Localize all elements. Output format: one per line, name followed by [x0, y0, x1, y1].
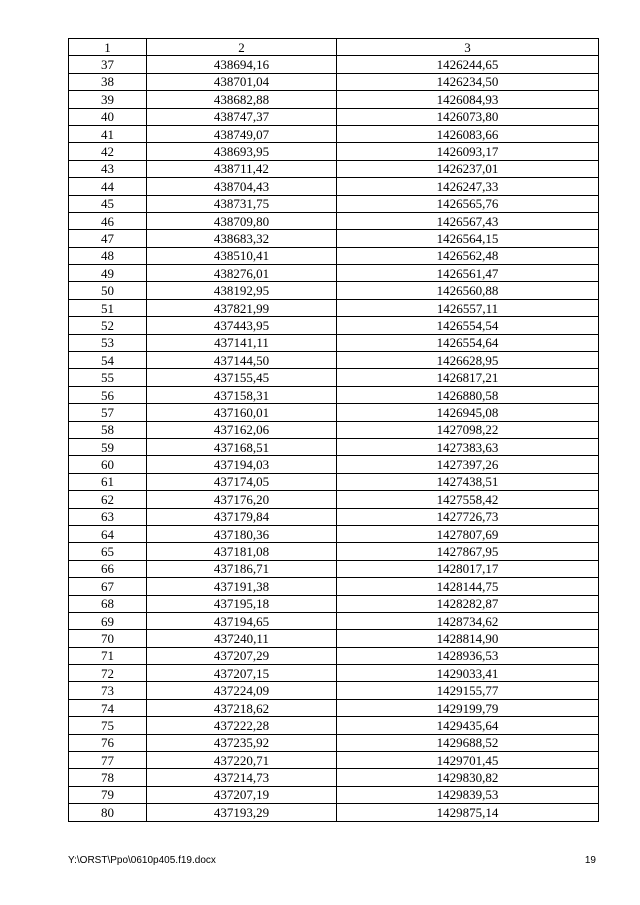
- x-coordinate-cell: 437220,71: [147, 752, 337, 769]
- point-number-cell: 66: [69, 560, 147, 577]
- x-coordinate-cell: 437141,11: [147, 334, 337, 351]
- point-number-cell: 54: [69, 352, 147, 369]
- coordinates-table: [68, 38, 599, 822]
- table-row: [69, 334, 599, 351]
- y-coordinate-cell: 1426234,50: [337, 73, 599, 90]
- column-header: 2: [147, 39, 337, 56]
- y-coordinate-cell: 1427558,42: [337, 491, 599, 508]
- x-coordinate-cell: 438276,01: [147, 265, 337, 282]
- table-row: [69, 752, 599, 769]
- point-number-cell: 37: [69, 56, 147, 73]
- table-row: [69, 734, 599, 751]
- point-number-cell: 79: [69, 786, 147, 803]
- x-coordinate-cell: 438749,07: [147, 125, 337, 142]
- x-coordinate-cell: 437224,09: [147, 682, 337, 699]
- table-row: [69, 143, 599, 160]
- x-coordinate-cell: 438693,95: [147, 143, 337, 160]
- point-number-cell: 38: [69, 73, 147, 90]
- x-coordinate-cell: 438731,75: [147, 195, 337, 212]
- point-number-cell: 39: [69, 91, 147, 108]
- x-coordinate-cell: 437176,20: [147, 491, 337, 508]
- column-header: 1: [69, 39, 147, 56]
- point-number-cell: 75: [69, 717, 147, 734]
- point-number-cell: 67: [69, 578, 147, 595]
- point-number-cell: 62: [69, 491, 147, 508]
- table-row: [69, 160, 599, 177]
- x-coordinate-cell: 437155,45: [147, 369, 337, 386]
- point-number-cell: 42: [69, 143, 147, 160]
- table-row: [69, 699, 599, 716]
- table-row: [69, 473, 599, 490]
- y-coordinate-cell: 1426565,76: [337, 195, 599, 212]
- point-number-cell: 57: [69, 404, 147, 421]
- table-row: [69, 178, 599, 195]
- y-coordinate-cell: 1426073,80: [337, 108, 599, 125]
- y-coordinate-cell: 1426880,58: [337, 386, 599, 403]
- point-number-cell: 58: [69, 421, 147, 438]
- table-row: [69, 508, 599, 525]
- point-number-cell: 51: [69, 299, 147, 316]
- table-row: [69, 438, 599, 455]
- y-coordinate-cell: 1426945,08: [337, 404, 599, 421]
- y-coordinate-cell: 1426628,95: [337, 352, 599, 369]
- table-row: [69, 525, 599, 542]
- y-coordinate-cell: 1429688,52: [337, 734, 599, 751]
- table-row: [69, 108, 599, 125]
- x-coordinate-cell: 438711,42: [147, 160, 337, 177]
- x-coordinate-cell: 437186,71: [147, 560, 337, 577]
- x-coordinate-cell: 438682,88: [147, 91, 337, 108]
- table-row: [69, 404, 599, 421]
- x-coordinate-cell: 437821,99: [147, 299, 337, 316]
- footer-page-number: 19: [584, 855, 596, 866]
- point-number-cell: 46: [69, 212, 147, 229]
- table-row: [69, 491, 599, 508]
- table-row: [69, 282, 599, 299]
- column-header: 3: [337, 39, 599, 56]
- point-number-cell: 73: [69, 682, 147, 699]
- table-row: [69, 612, 599, 629]
- y-coordinate-cell: 1429830,82: [337, 769, 599, 786]
- point-number-cell: 52: [69, 317, 147, 334]
- x-coordinate-cell: 438701,04: [147, 73, 337, 90]
- table-row: [69, 665, 599, 682]
- x-coordinate-cell: 437207,19: [147, 786, 337, 803]
- table-row: [69, 543, 599, 560]
- x-coordinate-cell: 437207,29: [147, 647, 337, 664]
- point-number-cell: 74: [69, 699, 147, 716]
- y-coordinate-cell: 1427098,22: [337, 421, 599, 438]
- y-coordinate-cell: 1429199,79: [337, 699, 599, 716]
- table-row: [69, 595, 599, 612]
- point-number-cell: 60: [69, 456, 147, 473]
- y-coordinate-cell: 1428814,90: [337, 630, 599, 647]
- footer-file-path: Y:\ORST\Ppo\0610p405.f19.docx: [68, 855, 216, 866]
- table-row: [69, 456, 599, 473]
- x-coordinate-cell: 437194,65: [147, 612, 337, 629]
- y-coordinate-cell: 1427726,73: [337, 508, 599, 525]
- point-number-cell: 80: [69, 804, 147, 821]
- x-coordinate-cell: 437158,31: [147, 386, 337, 403]
- table-row: [69, 578, 599, 595]
- point-number-cell: 44: [69, 178, 147, 195]
- table-row: [69, 212, 599, 229]
- y-coordinate-cell: 1426084,93: [337, 91, 599, 108]
- table-row: [69, 369, 599, 386]
- x-coordinate-cell: 438192,95: [147, 282, 337, 299]
- x-coordinate-cell: 438510,41: [147, 247, 337, 264]
- point-number-cell: 77: [69, 752, 147, 769]
- y-coordinate-cell: 1429033,41: [337, 665, 599, 682]
- x-coordinate-cell: 437235,92: [147, 734, 337, 751]
- table-row: [69, 682, 599, 699]
- y-coordinate-cell: 1427397,26: [337, 456, 599, 473]
- table-row: [69, 299, 599, 316]
- y-coordinate-cell: 1429839,53: [337, 786, 599, 803]
- x-coordinate-cell: 437214,73: [147, 769, 337, 786]
- x-coordinate-cell: 437180,36: [147, 525, 337, 542]
- table-row: [69, 786, 599, 803]
- table-row: [69, 560, 599, 577]
- table-row: [69, 769, 599, 786]
- point-number-cell: 78: [69, 769, 147, 786]
- y-coordinate-cell: 1428936,53: [337, 647, 599, 664]
- table-row: [69, 386, 599, 403]
- point-number-cell: 55: [69, 369, 147, 386]
- y-coordinate-cell: 1427867,95: [337, 543, 599, 560]
- y-coordinate-cell: 1426244,65: [337, 56, 599, 73]
- y-coordinate-cell: 1429875,14: [337, 804, 599, 821]
- y-coordinate-cell: 1427807,69: [337, 525, 599, 542]
- x-coordinate-cell: 438709,80: [147, 212, 337, 229]
- point-number-cell: 40: [69, 108, 147, 125]
- table-row: [69, 195, 599, 212]
- point-number-cell: 53: [69, 334, 147, 351]
- x-coordinate-cell: 437240,11: [147, 630, 337, 647]
- table-row: [69, 247, 599, 264]
- table-row: [69, 91, 599, 108]
- table-row: [69, 630, 599, 647]
- point-number-cell: 49: [69, 265, 147, 282]
- y-coordinate-cell: 1426562,48: [337, 247, 599, 264]
- y-coordinate-cell: 1426561,47: [337, 265, 599, 282]
- x-coordinate-cell: 438704,43: [147, 178, 337, 195]
- point-number-cell: 43: [69, 160, 147, 177]
- x-coordinate-cell: 437174,05: [147, 473, 337, 490]
- y-coordinate-cell: 1428144,75: [337, 578, 599, 595]
- y-coordinate-cell: 1426564,15: [337, 230, 599, 247]
- x-coordinate-cell: 437179,84: [147, 508, 337, 525]
- point-number-cell: 65: [69, 543, 147, 560]
- point-number-cell: 50: [69, 282, 147, 299]
- x-coordinate-cell: 437443,95: [147, 317, 337, 334]
- point-number-cell: 41: [69, 125, 147, 142]
- table-row: [69, 352, 599, 369]
- x-coordinate-cell: 437191,38: [147, 578, 337, 595]
- y-coordinate-cell: 1427438,51: [337, 473, 599, 490]
- y-coordinate-cell: 1428017,17: [337, 560, 599, 577]
- y-coordinate-cell: 1426247,33: [337, 178, 599, 195]
- x-coordinate-cell: 437207,15: [147, 665, 337, 682]
- table-body: [69, 56, 599, 821]
- table-header-row: [69, 39, 599, 56]
- y-coordinate-cell: 1426560,88: [337, 282, 599, 299]
- y-coordinate-cell: 1427383,63: [337, 438, 599, 455]
- y-coordinate-cell: 1428282,87: [337, 595, 599, 612]
- table-row: [69, 265, 599, 282]
- table-row: [69, 647, 599, 664]
- y-coordinate-cell: 1426093,17: [337, 143, 599, 160]
- x-coordinate-cell: 437181,08: [147, 543, 337, 560]
- point-number-cell: 59: [69, 438, 147, 455]
- point-number-cell: 56: [69, 386, 147, 403]
- point-number-cell: 47: [69, 230, 147, 247]
- y-coordinate-cell: 1429435,64: [337, 717, 599, 734]
- point-number-cell: 45: [69, 195, 147, 212]
- table-row: [69, 421, 599, 438]
- x-coordinate-cell: 437222,28: [147, 717, 337, 734]
- point-number-cell: 48: [69, 247, 147, 264]
- x-coordinate-cell: 437218,62: [147, 699, 337, 716]
- x-coordinate-cell: 438747,37: [147, 108, 337, 125]
- table-row: [69, 717, 599, 734]
- x-coordinate-cell: 437162,06: [147, 421, 337, 438]
- point-number-cell: 64: [69, 525, 147, 542]
- y-coordinate-cell: 1426554,64: [337, 334, 599, 351]
- point-number-cell: 69: [69, 612, 147, 629]
- y-coordinate-cell: 1426083,66: [337, 125, 599, 142]
- point-number-cell: 76: [69, 734, 147, 751]
- y-coordinate-cell: 1426237,01: [337, 160, 599, 177]
- y-coordinate-cell: 1428734,62: [337, 612, 599, 629]
- y-coordinate-cell: 1429155,77: [337, 682, 599, 699]
- table-row: [69, 317, 599, 334]
- point-number-cell: 71: [69, 647, 147, 664]
- table-row: [69, 230, 599, 247]
- point-number-cell: 70: [69, 630, 147, 647]
- x-coordinate-cell: 437194,03: [147, 456, 337, 473]
- y-coordinate-cell: 1426557,11: [337, 299, 599, 316]
- table-row: [69, 73, 599, 90]
- x-coordinate-cell: 437193,29: [147, 804, 337, 821]
- y-coordinate-cell: 1429701,45: [337, 752, 599, 769]
- y-coordinate-cell: 1426567,43: [337, 212, 599, 229]
- y-coordinate-cell: 1426554,54: [337, 317, 599, 334]
- x-coordinate-cell: 438683,32: [147, 230, 337, 247]
- y-coordinate-cell: 1426817,21: [337, 369, 599, 386]
- x-coordinate-cell: 438694,16: [147, 56, 337, 73]
- point-number-cell: 63: [69, 508, 147, 525]
- x-coordinate-cell: 437195,18: [147, 595, 337, 612]
- point-number-cell: 72: [69, 665, 147, 682]
- x-coordinate-cell: 437144,50: [147, 352, 337, 369]
- point-number-cell: 68: [69, 595, 147, 612]
- point-number-cell: 61: [69, 473, 147, 490]
- table-row: [69, 125, 599, 142]
- table-row: [69, 804, 599, 821]
- table-row: [69, 56, 599, 73]
- x-coordinate-cell: 437160,01: [147, 404, 337, 421]
- x-coordinate-cell: 437168,51: [147, 438, 337, 455]
